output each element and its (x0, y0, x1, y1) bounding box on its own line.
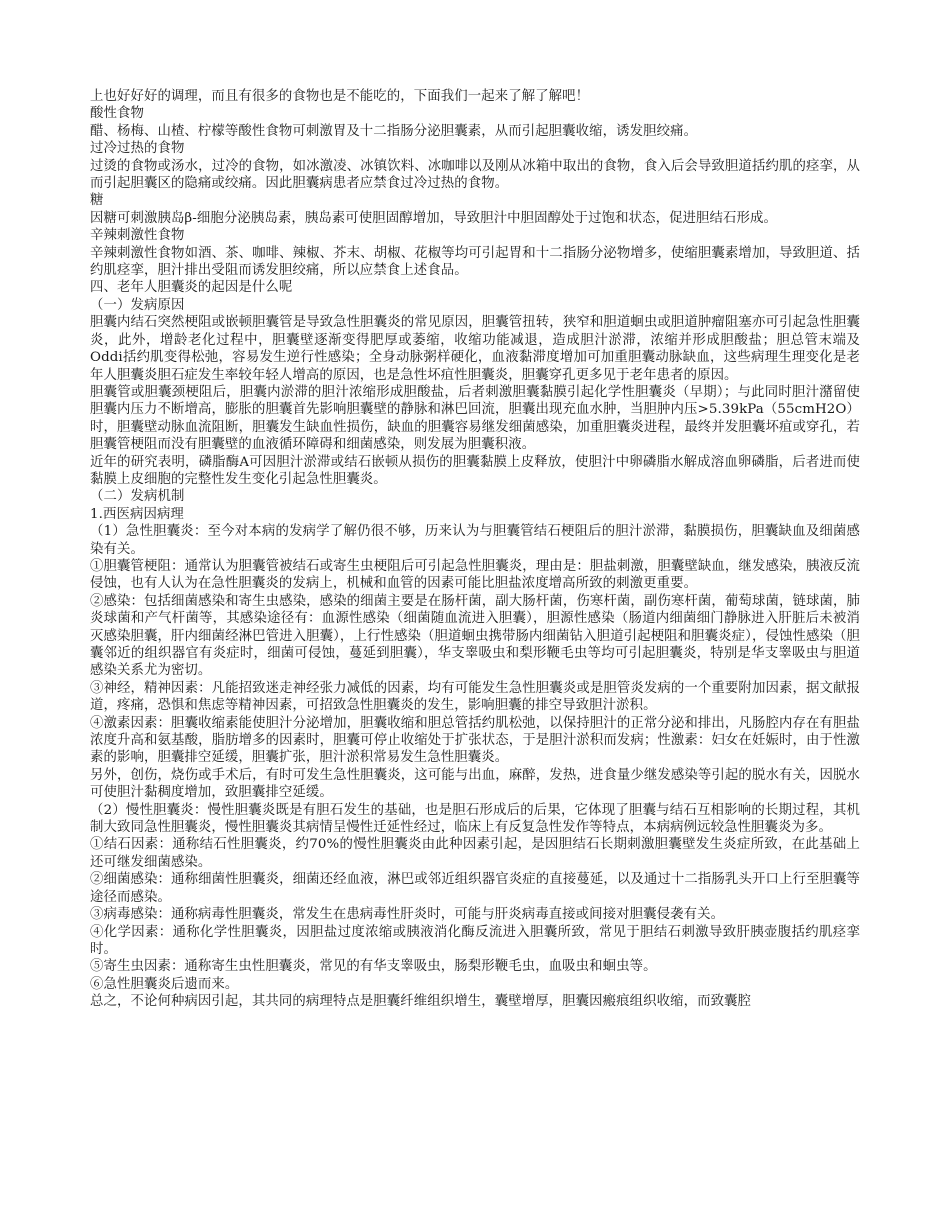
heading-spicy-food: 辛辣刺激性食物 (90, 228, 185, 244)
text-neural-factors: ③神经，精神因素：凡能招致迷走神经张力减低的因素，均有可能发生急性胆囊炎或是胆管炎发病的一个重要附加因素，据文献报道，疼痛，恐惧和焦虑等精神因素，可招致急性胆囊炎的发生，影响胆囊的排空导致胆汁淤积。 (90, 680, 860, 714)
text-intro: 上也好好好的调理，而且有很多的食物也是不能吃的，下面我们一起来了解了解吧！ (90, 89, 590, 104)
subheading-etiology: （一）发病原因 (90, 297, 185, 313)
heading-acidic-food: 酸性食物 (90, 106, 144, 122)
text-chronic-cholecystitis: （2）慢性胆囊炎：慢性胆囊炎既是有胆石发生的基础，也是胆石形成后的后果，它体现了胆囊与结石互相影响的长期过程，其机制大致同急性胆囊炎，慢性胆囊炎其病情呈慢性迁延性经过，临床上有反复急性发作等特点，本病病例远较急性胆囊炎为多。 (90, 802, 860, 836)
text-duct-obstruction: ①胆囊管梗阻：通常认为胆囊管被结石或寄生虫梗阻后可引起急性胆囊炎，理由是：胆盐刺激，胆囊壁缺血，继发感染，胰液反流侵蚀，也有人认为在急性胆囊炎的发病上，机械和血管的因素可能比胆盐浓度增高所致的刺激更重要。 (90, 558, 860, 592)
text-hot-cold-food: 过烫的食物或汤水，过冷的食物，如冰激凌、冰镇饮料、冰咖啡以及刚从冰箱中取出的食物，食入后会导致胆道括约肌的痉挛，从而引起胆囊区的隐痛或绞痛。因此胆囊病患者应禁食过冷过热的食物。 (90, 158, 860, 192)
text-infection: ②感染：包括细菌感染和寄生虫感染，感染的细菌主要是在肠杆菌，副大肠杆菌，伤寒杆菌，副伤寒杆菌，葡萄球菌，链球菌，肺炎球菌和产气杆菌等，其感染途径有：血源性感染（细菌随血流进入胆囊），胆源性感染（肠道内细菌细门静脉进入肝脏后未被消灭感染胆囊，肝内细菌经淋巴管进入胆囊），上行性感染（胆道蛔虫携带肠内细菌钻入胆道引起梗阻和胆囊炎症），侵蚀性感染（胆囊邻近的组织器官有炎症时，细菌可侵蚀，蔓延到胆囊），华支睾吸虫和梨形鞭毛虫等均可引起胆囊炎，特别是华支睾吸虫与胆道感染关系尤为密切。 (90, 593, 860, 679)
text-summary: 总之，不论何种病因引起，其共同的病理特点是胆囊纤维组织增生，囊壁增厚，胆囊因瘢痕组织收缩，而致囊腔 (90, 994, 752, 1010)
text-acute-sequelae: ⑥急性胆囊炎后遗而来。 (90, 976, 239, 992)
text-bacterial-infection: ②细菌感染：通称细菌性胆囊炎，细菌还经血液，淋巴或邻近组织器官炎症的直接蔓延，以及通过十二指肠乳头开口上行至胆囊等途径而感染。 (90, 872, 860, 905)
text-stone-factors: ①结石因素：通称结石性胆囊炎，约70%的慢性胆囊炎由此种因素引起，是因胆结石长期刺激胆囊壁发生炎症所致，在此基础上还可继发细菌感染。 (90, 837, 860, 870)
subheading-western-pathology: 1.西医病因病理 (90, 506, 184, 522)
section-heading-causes: 四、老年人胆囊炎的起因是什么呢 (90, 280, 293, 296)
text-hormonal-factors: ④激素因素：胆囊收缩素能使胆汁分泌增加，胆囊收缩和胆总管括约肌松弛，以保持胆汁的正常分泌和排出，凡肠腔内存在有胆盐浓度升高和氨基酸，脂肪增多的因素时，胆囊可停止收缩处于扩张状态，于是胆汁淤积而发病；性激素：妇女在妊娠时，由于性激素的影响，胆囊排空延缓，胆囊扩张，胆汁淤积常易发生急性胆囊炎。 (90, 715, 860, 766)
text-etiology-2: 胆囊管或胆囊颈梗阻后，胆囊内淤滞的胆汁浓缩形成胆酸盐，后者刺激胆囊黏膜引起化学性胆囊炎（早期）；与此同时胆汁潴留使胆囊内压力不断增高，膨胀的胆囊首先影响胆囊壁的静脉和淋巴回流，胆囊出现充血水肿，当胆肿内压>5.39kPa（55cmH2O）时，胆囊壁动脉血流阻断，胆囊发生缺血性损伤，缺血的胆囊容易继发细菌感染，加重胆囊炎进程，最终并发胆囊坏疽或穿孔，若胆囊管梗阻而没有胆囊壁的血液循环障碍和细菌感染，则发展为胆囊积液。 (90, 384, 860, 453)
heading-sugar: 糖 (90, 193, 104, 209)
text-acidic-food: 醋、杨梅、山楂、柠檬等酸性食物可刺激胃及十二指肠分泌胆囊素，从而引起胆囊收缩，诱发胆绞痛。 (90, 123, 698, 139)
text-other-causes: 另外，创伤，烧伤或手术后，有时可发生急性胆囊炎，这可能与出血，麻醉，发热，进食量少继发感染等引起的脱水有关，因脱水可使胆汁黏稠度增加，致胆囊排空延缓。 (90, 767, 860, 801)
text-etiology-3: 近年的研究表明，磷脂酶A可因胆汁淤滞或结石嵌顿从损伤的胆囊黏膜上皮释放，使胆汁中卵磷脂水解成溶血卵磷脂，后者进而使黏膜上皮细胞的完整性发生变化引起急性胆囊炎。 (90, 454, 860, 487)
text-viral-infection: ③病毒感染：通称病毒性胆囊炎，常发生在患病毒性肝炎时，可能与肝炎病毒直接或间接对胆囊侵袭有关。 (90, 907, 725, 923)
text-spicy-food: 辛辣刺激性食物如酒、茶、咖啡、辣椒、芥末、胡椒、花椒等均可引起胃和十二指肠分泌物增多，使缩胆囊素增加，导致胆道、括约肌痉挛，胆汁排出受阻而诱发胆绞痛，所以应禁食上述食品。 (90, 245, 860, 279)
subheading-mechanism: （二）发病机制 (90, 489, 185, 505)
text-parasitic-factors: ⑤寄生虫因素：通称寄生虫性胆囊炎，常见的有华支睾吸虫，肠梨形鞭毛虫，血吸虫和蛔虫等。 (90, 959, 657, 975)
text-etiology-1: 胆囊内结石突然梗阻或嵌顿胆囊管是导致急性胆囊炎的常见原因，胆囊管扭转，狭窄和胆道蛔虫或胆道肿瘤阻塞亦可引起急性胆囊炎，此外，增龄老化过程中，胆囊壁逐渐变得肥厚或萎缩，收缩功能减退，造成胆汁淤滞，浓缩并形成胆酸盐；胆总管末端及Oddi括约肌变得松弛，容易发生逆行性感染；全身动脉粥样硬化，血液黏滞度增加可加重胆囊动脉缺血，这些病理生理变化是老年人胆囊炎胆石症发生率较年轻人增高的原因，也是急性坏疽性胆囊炎，胆囊穿孔更多见于老年患者的原因。 (90, 315, 860, 383)
text-sugar: 因糖可刺激胰岛β-细胞分泌胰岛素，胰岛素可使胆固醇增加，导致胆汁中胆固醇处于过饱和状态，促进胆结石形成。 (90, 210, 777, 226)
text-acute-cholecystitis: （1）急性胆囊炎：至今对本病的发病学了解仍很不够，历来认为与胆囊管结石梗阻后的胆汁淤滞，黏膜损伤，胆囊缺血及细菌感染有关。 (90, 524, 860, 557)
heading-hot-cold-food: 过冷过热的食物 (90, 141, 185, 157)
document-page (90, 88, 860, 1011)
text-chemical-factors: ④化学因素：通称化学性胆囊炎，因胆盐过度浓缩或胰液消化酶反流进入胆囊所致，常见于胆结石刺激导致肝胰壶腹括约肌痉挛时。 (90, 924, 860, 957)
